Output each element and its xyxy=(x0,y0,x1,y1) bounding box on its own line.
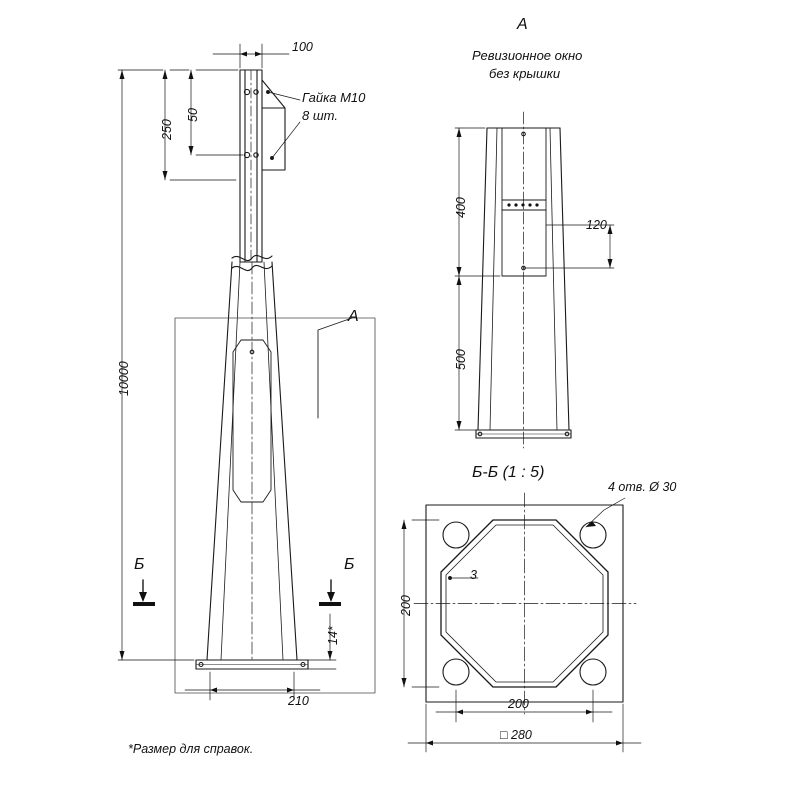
dim-400: 400 xyxy=(454,197,468,218)
dim-250: 250 xyxy=(160,119,174,140)
dim-plate-thickness: 14* xyxy=(326,626,340,645)
dim-square-280: □ 280 xyxy=(500,728,532,742)
dim-200-vert: 200 xyxy=(399,595,413,616)
mast-top-bracket xyxy=(240,70,285,262)
detail-mark-a-main: А xyxy=(348,308,359,325)
section-mark-b-left: Б xyxy=(134,556,145,573)
note-holes: 4 отв. Ø 30 xyxy=(608,480,677,494)
dim-top-width: 100 xyxy=(292,40,313,54)
note-revision-window-2: без крышки xyxy=(489,66,561,81)
section-mark-b-right: Б xyxy=(344,556,355,573)
dim-total-height: 10000 xyxy=(117,361,131,396)
mast-body xyxy=(207,262,297,660)
base-plate-main xyxy=(196,660,308,669)
dim-200-horiz: 200 xyxy=(508,697,529,711)
dim-50: 50 xyxy=(186,108,200,122)
section-title-bb: Б-Б (1 : 5) xyxy=(472,464,545,481)
note-nut: Гайка М10 xyxy=(302,90,366,105)
note-nut-qty: 8 шт. xyxy=(302,108,338,123)
detail-a-view xyxy=(455,112,614,448)
dim-500: 500 xyxy=(454,349,468,370)
note-revision-window: Ревизионное окно xyxy=(472,48,583,63)
dim-base-width: 210 xyxy=(288,694,309,708)
footnote: *Размер для справок. xyxy=(128,742,254,756)
section-mark-b xyxy=(133,580,341,606)
dim-120: 120 xyxy=(586,218,607,232)
dim-wall-3: 3 xyxy=(470,568,477,582)
view-title-a: А xyxy=(517,16,528,33)
section-bb-view xyxy=(402,493,642,752)
